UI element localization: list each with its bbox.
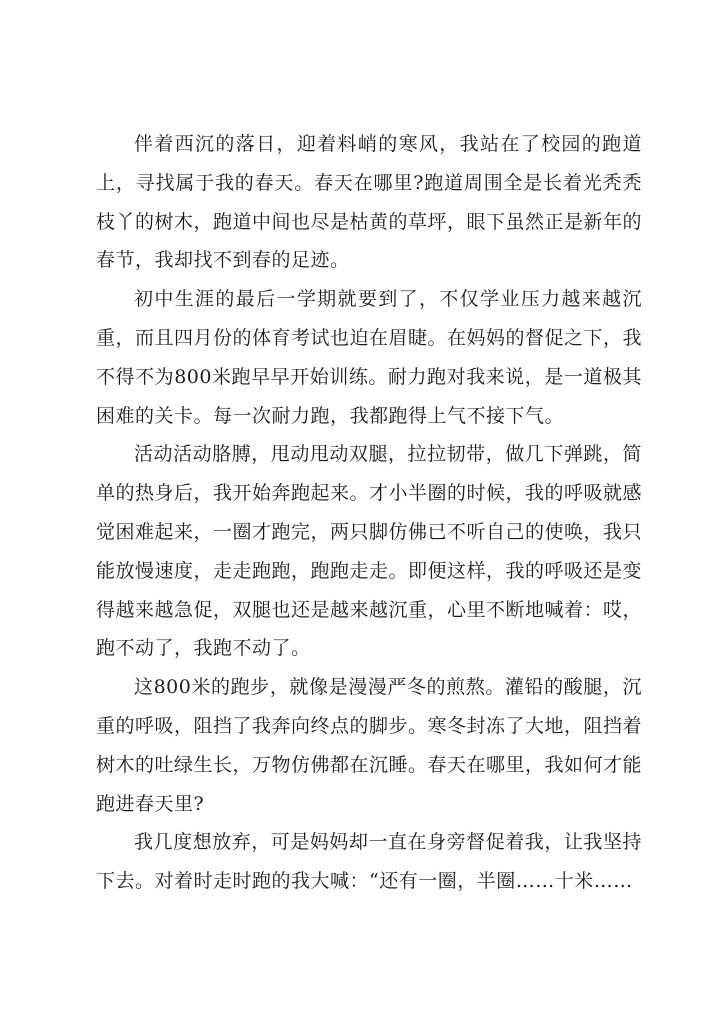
paragraph: 活动活动胳膊，甩动甩动双腿，拉拉韧带，做几下弹跳，简单的热身后，我开始奔跑起来。才小半圈的时候，我的呼吸就感觉困难起来，一圈才跑完，两只脚仿佛已不听自己的使唤，我只能放慢速度，走走跑跑，跑跑走走。即便这样，我的呼吸还是变得越来越急促，双腿也还是越来越沉重，心里不断地喊着：哎，跑不动了，我跑不动了。 (96, 443, 643, 660)
paragraph: 这800米的跑步，就像是漫漫严冬的煎熬。灌铅的酸腿，沉重的呼吸，阻挡了我奔向终点的脚步。寒冬封冻了大地，阻挡着树木的吐绿生长，万物仿佛都在沉睡。春天在哪里，我如何才能跑进春天里? (96, 676, 643, 815)
paragraph: 初中生涯的最后一学期就要到了，不仅学业压力越来越沉重，而且四月份的体育考试也迫在眉睫。在妈妈的督促之下，我不得不为800米跑早早开始训练。耐力跑对我来说，是一道极其困难的关卡。每一次耐力跑，我都跑得上气不接下气。 (96, 288, 643, 427)
paragraph: 伴着西沉的落日，迎着料峭的寒风，我站在了校园的跑道上，寻找属于我的春天。春天在哪里?跑道周围全是长着光秃秃枝丫的树木，跑道中间也尽是枯黄的草坪，眼下虽然正是新年的春节，我却找不到春的足迹。 (96, 133, 643, 272)
paragraph: 我几度想放弃，可是妈妈却一直在身旁督促着我，让我坚持下去。对着时走时跑的我大喊：“还有一圈，半圈……十米…… (96, 831, 642, 893)
essay-body (96, 125, 642, 901)
